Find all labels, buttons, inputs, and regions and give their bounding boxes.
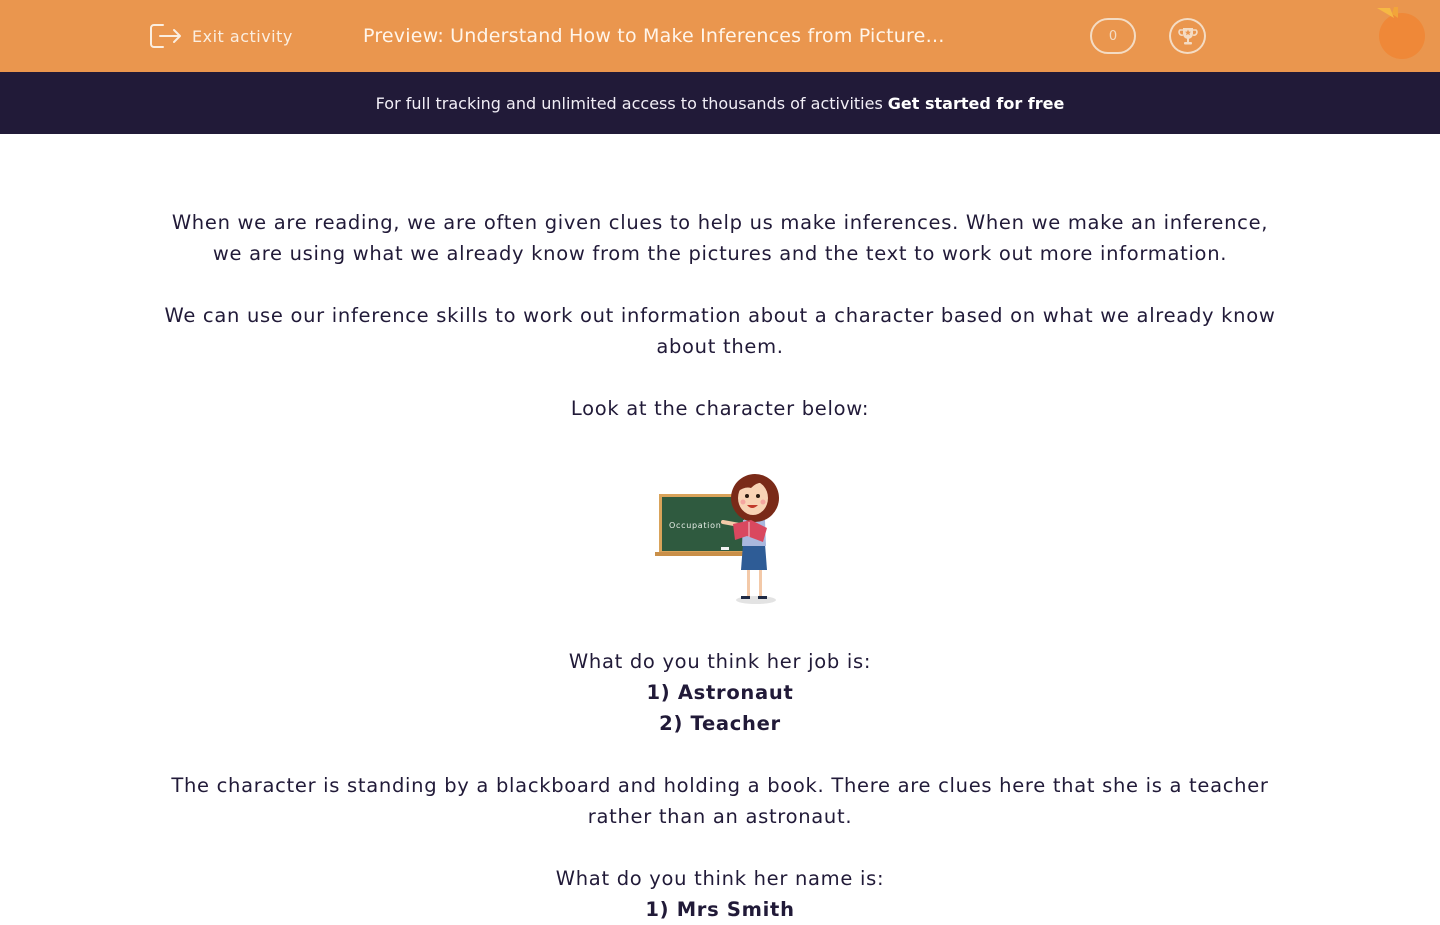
- teacher-illustration: [655, 466, 785, 606]
- explanation-line-2: rather than an astronaut.: [587, 805, 853, 828]
- question-job: What do you think her job is:: [568, 650, 872, 673]
- question-name: What do you think her name is:: [555, 867, 885, 890]
- activity-title: Preview: Understand How to Make Inferences from Picture…: [363, 25, 945, 47]
- trophy-button[interactable]: [1169, 18, 1206, 54]
- board-text: Occupation: [669, 521, 722, 530]
- intro-line-1: When we are reading, we are often given clues to help us make inferences. When we make an inference,: [171, 211, 1269, 234]
- banner-text: For full tracking and unlimited access to thousands of activities: [375, 93, 883, 113]
- exit-activity-label: Exit activity: [192, 26, 293, 46]
- lesson-content: [140, 207, 1300, 925]
- trophy-icon: [1177, 25, 1199, 47]
- exit-icon: [149, 22, 183, 50]
- brand-logo-icon: [1374, 4, 1430, 62]
- name-option-1: 1) Mrs Smith: [645, 898, 795, 921]
- look-prompt: Look at the character below:: [570, 397, 870, 420]
- explanation-line-1: The character is standing by a blackboard and holding a book. There are clues here that she is a teacher: [171, 774, 1269, 797]
- job-option-1: 1) Astronaut: [646, 681, 794, 704]
- exit-activity-button[interactable]: [149, 21, 293, 51]
- signup-banner: [0, 72, 1440, 134]
- get-started-link[interactable]: Get started for free: [887, 93, 1065, 113]
- inference-line-2: about them.: [656, 335, 784, 358]
- intro-line-2: we are using what we already know from the pictures and the text to work out more information.: [212, 242, 1228, 265]
- inference-line-1: We can use our inference skills to work out information about a character based on what we already know: [164, 304, 1276, 327]
- score-counter: 0: [1090, 18, 1136, 54]
- job-option-2: 2) Teacher: [659, 712, 781, 735]
- top-bar: [0, 0, 1440, 72]
